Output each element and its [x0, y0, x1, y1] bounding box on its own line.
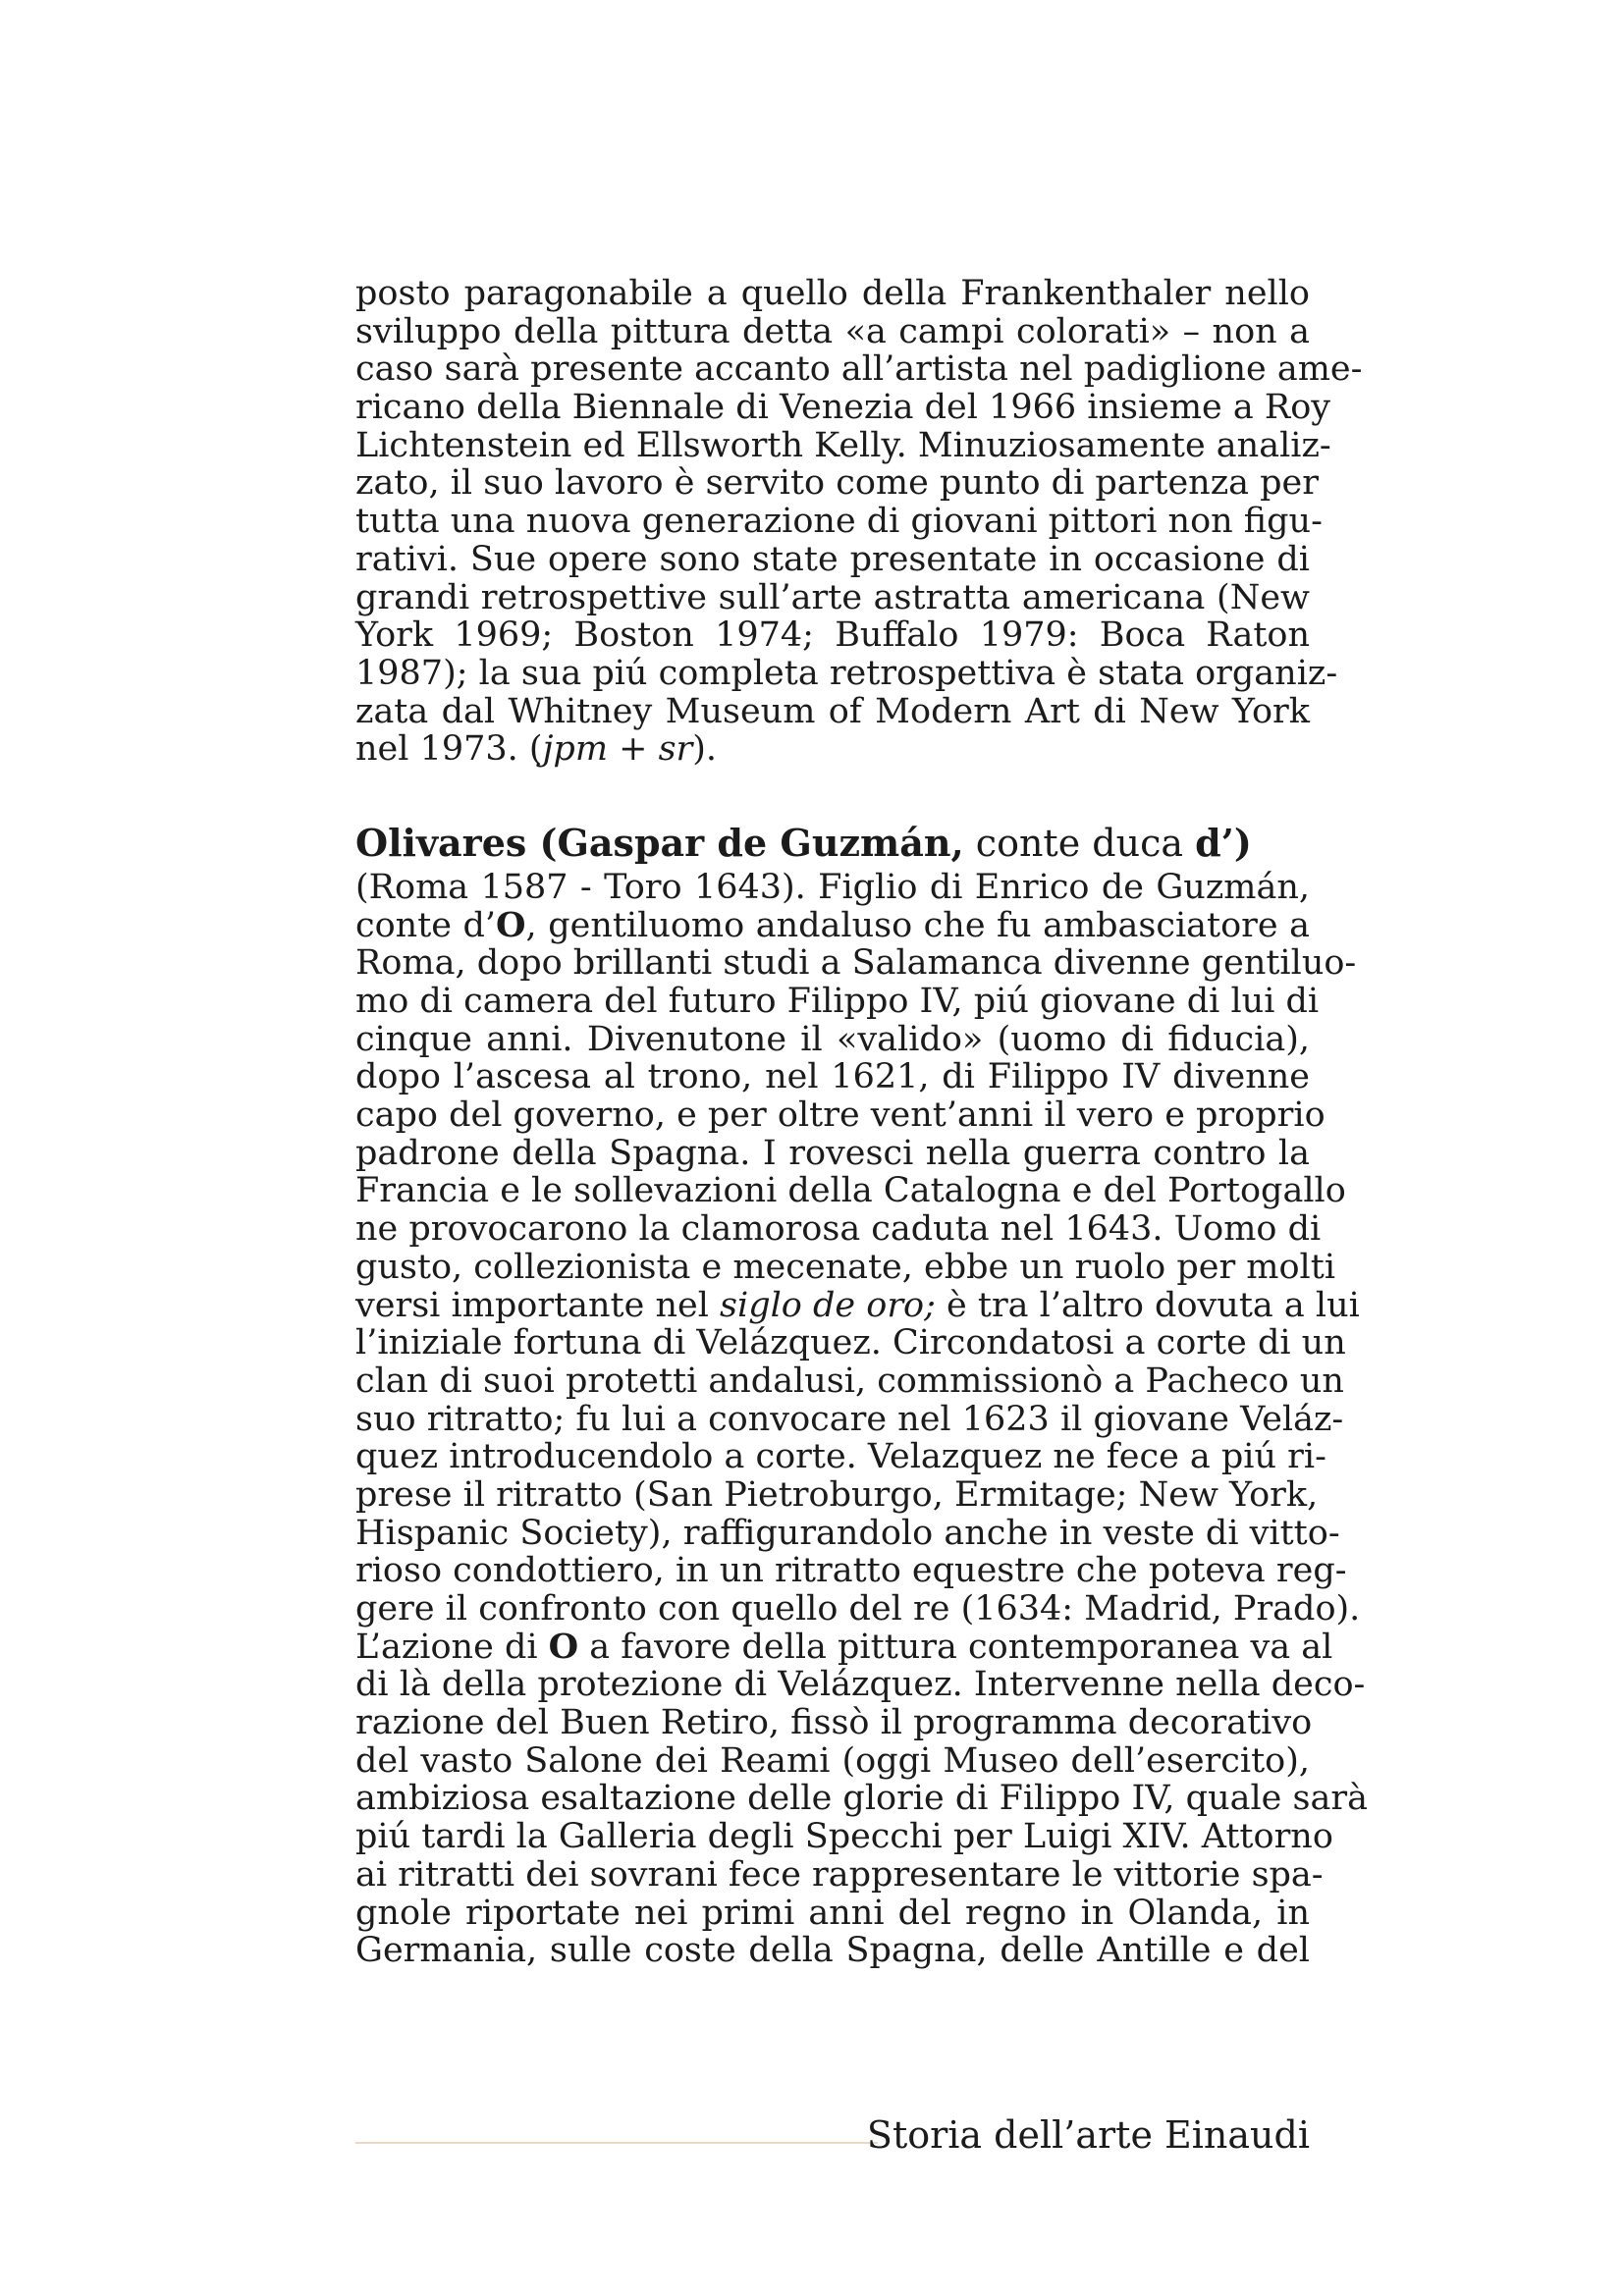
- entry-name: Olivares (Gaspar de Guzmán,: [355, 820, 964, 865]
- text-line: di là della protezione di Velázquez. Intervenne nella deco-: [355, 1665, 1366, 1705]
- text-line: cinque anni. Divenutone il «valido» (uomo di fiducia),: [355, 1019, 1310, 1059]
- text-line: del vasto Salone dei Reami (oggi Museo dell’esercito),: [355, 1740, 1310, 1781]
- text-line: zato, il suo lavoro è servito come punto di partenza per: [355, 463, 1319, 504]
- text-line: padrone della Spagna. I rovesci nella guerra contro la: [355, 1133, 1310, 1173]
- text-line: quez introducendolo a corte. Velazquez ne fece a piú ri-: [355, 1437, 1326, 1477]
- text-line: rativi. Sue opere sono state presentate in occasione di: [355, 539, 1310, 579]
- previous-entry-continuation: [355, 274, 1363, 770]
- entry-heading: [355, 820, 1310, 867]
- text-fragment: nel 1973. (: [355, 729, 543, 770]
- text-line: piú tardi la Galleria degli Specchi per Luigi XIV. Attorno: [355, 1817, 1333, 1857]
- text-line: ambiziosa esaltazione delle glorie di Filippo IV, quale sarà: [355, 1779, 1368, 1819]
- text-line: 1987); la sua piú completa retrospettiva è stata organiz-: [355, 653, 1338, 693]
- text-fragment: ).: [692, 729, 718, 770]
- text-line: gusto, collezionista e mecenate, ebbe un ruolo per molti: [355, 1247, 1336, 1287]
- text-line: Lichtenstein ed Ellsworth Kelly. Minuziosamente analiz-: [355, 425, 1331, 465]
- footer-rule: [355, 2142, 878, 2144]
- text-line: caso sarà presente accanto all’artista nel padiglione ame-: [355, 349, 1363, 390]
- text-line: Hispanic Society), raffigurandolo anche in veste di vitto-: [355, 1513, 1340, 1553]
- entry-body: [355, 867, 1368, 1971]
- text-line: posto paragonabile a quello della Frankenthaler nello: [355, 274, 1310, 313]
- text-line: conte d’O, gentiluomo andaluso che fu ambasciatore a: [355, 904, 1310, 945]
- page-footer: [355, 2110, 1310, 2169]
- page-body: [355, 274, 1368, 1971]
- entry-title: conte duca: [963, 821, 1196, 865]
- text-line: clan di suoi protetti andalusi, commissionò a Pacheco un: [355, 1361, 1344, 1401]
- text-line: ricano della Biennale di Venezia del 1966 insieme a Roy: [355, 388, 1331, 428]
- text-line: razione del Buen Retiro, fissò il programma decorativo: [355, 1703, 1313, 1743]
- text-line: l’iniziale fortuna di Velázquez. Circondatosi a corte di un: [355, 1323, 1346, 1363]
- text-line: Germania, sulle coste della Spagna, delle Antille e del: [355, 1931, 1310, 1971]
- text-line: capo del governo, e per oltre vent’anni il vero e proprio: [355, 1095, 1325, 1136]
- text-line: versi importante nel siglo de oro; è tra l’altro dovuta a lui: [355, 1285, 1360, 1325]
- text-line: gere il confronto con quello del re (1634: Madrid, Prado).: [355, 1589, 1361, 1629]
- text-line: tutta una nuova generazione di giovani pittori non figu-: [355, 502, 1323, 542]
- text-line: suo ritratto; fu lui a convocare nel 1623 il giovane Veláz-: [355, 1399, 1344, 1439]
- text-line: grandi retrospettive sull’arte astratta americana (New: [355, 577, 1310, 617]
- text-line-last: [355, 730, 1310, 769]
- text-line: zata dal Whitney Museum of Modern Art di New York: [355, 691, 1310, 731]
- text-line: ne provocarono la clamorosa caduta nel 1643. Uomo di: [355, 1209, 1322, 1250]
- text-line: sviluppo della pittura detta «a campi colorati» – non a: [355, 311, 1310, 351]
- text-line: gnole riportate nei primi anni del regno in Olanda, in: [355, 1893, 1310, 1933]
- author-initials: jpm + sr: [542, 729, 693, 770]
- entry-particle: d’): [1195, 820, 1252, 865]
- text-line: Francia e le sollevazioni della Catalogna e del Portogallo: [355, 1171, 1346, 1211]
- text-line: York 1969; Boston 1974; Buffalo 1979: Boca Raton: [355, 615, 1310, 656]
- text-line: (Roma 1587 - Toro 1643). Figlio di Enrico de Guzmán,: [355, 867, 1310, 907]
- text-line: rioso condottiero, in un ritratto equestre che poteva reg-: [355, 1551, 1347, 1591]
- text-line: dopo l’ascesa al trono, nel 1621, di Filippo IV divenne: [355, 1057, 1310, 1097]
- text-line: prese il ritratto (San Pietroburgo, Ermitage; New York,: [355, 1474, 1319, 1515]
- text-line: mo di camera del futuro Filippo IV, piú giovane di lui di: [355, 982, 1320, 1021]
- footer-title: Storia dell’arte Einaudi: [866, 2113, 1310, 2157]
- text-line: ai ritratti dei sovrani fece rappresentare le vittorie spa-: [355, 1854, 1324, 1895]
- text-line: L’azione di O a favore della pittura contemporanea va al: [355, 1626, 1333, 1667]
- text-line: Roma, dopo brillanti studi a Salamanca divenne gentiluo-: [355, 943, 1357, 984]
